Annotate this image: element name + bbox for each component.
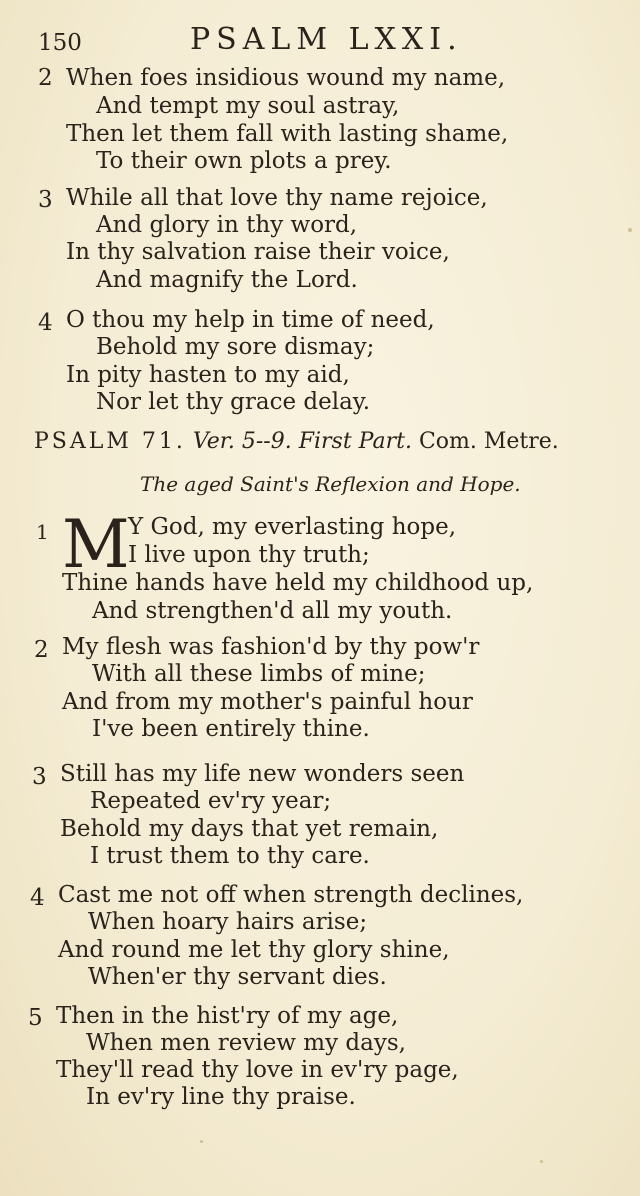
hymn-subtitle: The aged Saint's Reflexion and Hope. — [140, 472, 521, 496]
verse-line: And round me let thy glory shine, — [58, 937, 450, 963]
section-heading — [34, 427, 559, 457]
verse-line: Cast me not off when strength declines, — [58, 882, 524, 908]
verse-line: My flesh was fashion'd by thy pow'r — [62, 634, 480, 660]
page-number: 150 — [38, 30, 82, 56]
stanza-number: 5 — [28, 1005, 43, 1031]
verse-line: When hoary hairs arise; — [88, 909, 368, 935]
verse-line: O thou my help in time of need, — [66, 307, 435, 333]
verse-line: Y God, my everlasting hope, — [128, 514, 457, 540]
verse-line: Repeated ev'ry year; — [90, 788, 332, 814]
drop-cap: M — [62, 506, 130, 583]
verse-line: In pity hasten to my aid, — [66, 362, 350, 388]
verse-line: Thine hands have held my childhood up, — [62, 570, 534, 596]
verse-line: And strengthen'd all my youth. — [92, 598, 453, 624]
verse-line: Then let them fall with lasting shame, — [66, 121, 509, 147]
verse-line: Then in the hist'ry of my age, — [56, 1003, 399, 1029]
stanza-number: 4 — [38, 310, 53, 336]
section-verses: Ver. 5--9. — [192, 429, 292, 454]
verse-line: Nor let thy grace delay. — [96, 389, 371, 415]
paper-fleck — [540, 1160, 543, 1163]
stanza-number: 3 — [38, 187, 53, 213]
verse-line: And from my mother's painful hour — [62, 689, 473, 715]
page-header — [38, 22, 598, 62]
verse-line: While all that love thy name rejoice, — [66, 185, 488, 211]
verse-line: In thy salvation raise their voice, — [66, 239, 450, 265]
verse-line: I live upon thy truth; — [128, 542, 370, 568]
verse-line: And magnify the Lord. — [96, 267, 358, 293]
verse-line: To their own plots a prey. — [96, 148, 392, 174]
verse-line: When men review my days, — [86, 1030, 406, 1056]
stanza-number: 4 — [30, 885, 45, 911]
verse-line: Behold my days that yet remain, — [60, 816, 439, 842]
verse-line: They'll read thy love in ev'ry page, — [56, 1057, 459, 1083]
running-head: PSALM LXXI. — [190, 22, 463, 57]
verse-line: When foes insidious wound my name, — [66, 65, 506, 91]
verse-line: In ev'ry line thy praise. — [86, 1084, 356, 1110]
paper-fleck — [628, 228, 632, 232]
verse-line: Behold my sore dismay; — [96, 334, 375, 360]
section-metre: Com. Metre. — [418, 429, 559, 454]
verse-line: I've been entirely thine. — [92, 716, 370, 742]
stanza-number: 2 — [38, 65, 53, 91]
stanza-number: 1 — [36, 520, 49, 544]
verse-line: I trust them to thy care. — [90, 843, 370, 869]
section-psalm: PSALM 71. — [34, 429, 186, 454]
stanza-number: 2 — [34, 637, 49, 663]
verse-line: With all these limbs of mine; — [92, 661, 426, 687]
verse-line: And glory in thy word, — [96, 212, 358, 238]
paper-fleck — [200, 1140, 203, 1143]
verse-line: Still has my life new wonders seen — [60, 761, 465, 787]
section-part: First Part. — [298, 429, 412, 454]
stanza-number: 3 — [32, 764, 47, 790]
verse-line: When'er thy servant dies. — [88, 964, 387, 990]
verse-line: And tempt my soul astray, — [96, 93, 400, 119]
